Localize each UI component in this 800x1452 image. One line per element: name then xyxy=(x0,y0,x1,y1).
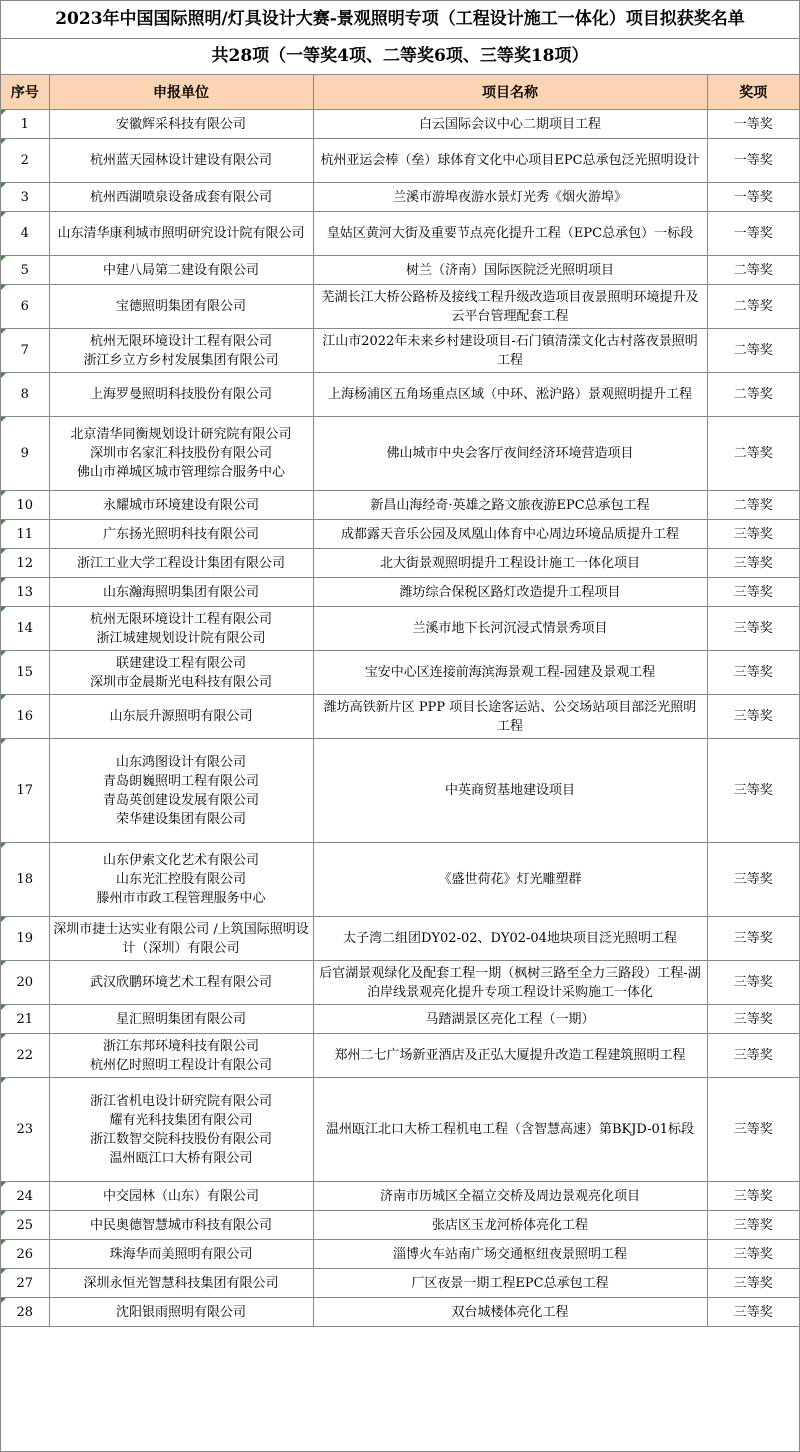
row-number: 3 xyxy=(1,183,49,212)
organization-name: 山东伊索文化艺术有限公司 xyxy=(102,853,259,868)
row-project: 上海杨浦区五角场重点区域（中环、淞沪路）景观照明提升工程 xyxy=(313,373,707,417)
row-organization xyxy=(49,183,313,212)
row-award: 二等奖 xyxy=(707,329,799,373)
row-project: 江山市2022年未来乡村建设项目-石门镇清漾文化古村落夜景照明工程 xyxy=(313,329,707,373)
table-row xyxy=(1,578,799,607)
organization-name: 温州瓯江口大桥有限公司 xyxy=(109,1150,253,1166)
row-number: 28 xyxy=(1,1298,49,1327)
row-number: 18 xyxy=(1,843,49,917)
table-row xyxy=(1,417,799,491)
row-award: 二等奖 xyxy=(707,256,799,285)
row-project: 厂区夜景一期工程EPC总承包工程 xyxy=(313,1269,707,1298)
organization-name: 佛山市禅城区城市管理综合服务中心 xyxy=(76,465,285,480)
organization-name: 珠海华而美照明有限公司 xyxy=(109,1246,253,1262)
row-award: 二等奖 xyxy=(707,417,799,491)
organization-name: 武汉欣鹏环境艺术工程有限公司 xyxy=(89,975,272,990)
row-organization xyxy=(49,417,313,491)
row-organization xyxy=(49,373,313,417)
row-organization xyxy=(49,1298,313,1327)
organization-name: 中交园林（山东）有限公司 xyxy=(102,1188,259,1204)
organization-name: 深圳永恒光智慧科技集团有限公司 xyxy=(83,1275,279,1291)
organization-name: 深圳市金晨斯光电科技有限公司 xyxy=(89,674,272,690)
row-award: 三等奖 xyxy=(707,1005,799,1034)
row-number: 20 xyxy=(1,961,49,1005)
row-number: 14 xyxy=(1,607,49,651)
row-project: 成都露天音乐公园及凤凰山体育中心周边环境品质提升工程 xyxy=(313,520,707,549)
organization-name: 青岛朗巍照明工程有限公司 xyxy=(102,773,259,789)
row-project: 马踏湖景区亮化工程（一期） xyxy=(313,1005,707,1034)
table-row xyxy=(1,961,799,1005)
row-organization xyxy=(49,329,313,373)
row-number: 4 xyxy=(1,212,49,256)
row-award: 二等奖 xyxy=(707,285,799,329)
row-project: 温州瓯江北口大桥工程机电工程（含智慧高速）第BKJD-01标段 xyxy=(313,1078,707,1182)
organization-name: 北京清华同衡规划设计研究院有限公司 xyxy=(70,427,292,442)
row-organization xyxy=(49,1240,313,1269)
row-award: 三等奖 xyxy=(707,961,799,1005)
table-row xyxy=(1,212,799,256)
row-award: 三等奖 xyxy=(707,651,799,695)
row-project: 淄博火车站南广场交通枢纽夜景照明工程 xyxy=(313,1240,707,1269)
table-row xyxy=(1,1078,799,1182)
award-table xyxy=(1,75,799,1327)
row-project: 兰溪市游埠夜游水景灯光秀《烟火游埠》 xyxy=(313,183,707,212)
row-award: 三等奖 xyxy=(707,739,799,843)
row-project: 皇姑区黄河大街及重要节点亮化提升工程（EPC总承包）一标段 xyxy=(313,212,707,256)
row-project: 潍坊高铁新片区 PPP 项目长途客运站、公交场站项目部泛光照明工程 xyxy=(313,695,707,739)
row-organization xyxy=(49,578,313,607)
row-award: 一等奖 xyxy=(707,212,799,256)
table-row xyxy=(1,1182,799,1211)
organization-name: 山东光汇控股有限公司 xyxy=(115,872,246,887)
row-project: 芜湖长江大桥公路桥及接线工程升级改造项目夜景照明环境提升及云平台管理配套工程 xyxy=(313,285,707,329)
row-award: 三等奖 xyxy=(707,1240,799,1269)
row-organization xyxy=(49,212,313,256)
row-project: 宝安中心区连接前海滨海景观工程-园建及景观工程 xyxy=(313,651,707,695)
row-project: 兰溪市地下长河沉浸式情景秀项目 xyxy=(313,607,707,651)
row-number: 12 xyxy=(1,549,49,578)
row-award: 三等奖 xyxy=(707,1298,799,1327)
row-award: 二等奖 xyxy=(707,491,799,520)
row-number: 13 xyxy=(1,578,49,607)
organization-name: 浙江东邦环境科技有限公司 xyxy=(102,1038,259,1054)
organization-name: 滕州市市政工程管理服务中心 xyxy=(96,891,266,906)
row-award: 三等奖 xyxy=(707,549,799,578)
table-row xyxy=(1,1005,799,1034)
row-number: 10 xyxy=(1,491,49,520)
table-row xyxy=(1,1240,799,1269)
row-organization xyxy=(49,961,313,1005)
organization-name: 杭州西湖喷泉设备成套有限公司 xyxy=(89,189,272,205)
organization-name: 广东扬光照明科技有限公司 xyxy=(102,526,259,542)
row-project: 太子湾二组团DY02-02、DY02-04地块项目泛光照明工程 xyxy=(313,917,707,961)
table-row xyxy=(1,1298,799,1327)
row-award: 一等奖 xyxy=(707,110,799,139)
table-row xyxy=(1,183,799,212)
organization-name: 杭州无限环境设计工程有限公司 xyxy=(89,333,272,349)
table-row xyxy=(1,285,799,329)
row-award: 一等奖 xyxy=(707,139,799,183)
table-row xyxy=(1,110,799,139)
table-body xyxy=(1,110,799,1327)
row-organization xyxy=(49,491,313,520)
row-award: 三等奖 xyxy=(707,1078,799,1182)
row-project: 郑州二七广场新亚酒店及正弘大厦提升改造工程建筑照明工程 xyxy=(313,1034,707,1078)
table-row xyxy=(1,1034,799,1078)
row-organization xyxy=(49,917,313,961)
row-number: 17 xyxy=(1,739,49,843)
row-organization xyxy=(49,285,313,329)
organization-name: 耀有光科技集团有限公司 xyxy=(109,1112,253,1128)
row-award: 三等奖 xyxy=(707,1269,799,1298)
table-row xyxy=(1,917,799,961)
table-row xyxy=(1,1211,799,1240)
table-row xyxy=(1,139,799,183)
row-organization xyxy=(49,520,313,549)
row-project: 《盛世荷花》灯光雕塑群 xyxy=(313,843,707,917)
row-organization xyxy=(49,1182,313,1211)
organization-name: 中建八局第二建设有限公司 xyxy=(102,262,259,278)
organization-name: 浙江城建规划设计院有限公司 xyxy=(96,630,266,646)
row-number: 22 xyxy=(1,1034,49,1078)
organization-name: 山东鸿图设计有限公司 xyxy=(115,754,246,770)
row-project: 白云国际会议中心二期项目工程 xyxy=(313,110,707,139)
row-number: 6 xyxy=(1,285,49,329)
row-number: 15 xyxy=(1,651,49,695)
row-organization xyxy=(49,607,313,651)
row-number: 24 xyxy=(1,1182,49,1211)
table-row xyxy=(1,651,799,695)
row-award: 三等奖 xyxy=(707,695,799,739)
organization-name: 青岛英创建设发展有限公司 xyxy=(102,792,259,808)
row-project: 新昌山海经奇·英雄之路文旅夜游EPC总承包工程 xyxy=(313,491,707,520)
row-project: 双台城楼体亮化工程 xyxy=(313,1298,707,1327)
organization-name: 浙江乡立方乡村发展集团有限公司 xyxy=(83,352,279,368)
row-number: 21 xyxy=(1,1005,49,1034)
header-award: 奖项 xyxy=(707,75,799,110)
row-organization xyxy=(49,139,313,183)
row-number: 16 xyxy=(1,695,49,739)
table-row xyxy=(1,549,799,578)
row-award: 三等奖 xyxy=(707,917,799,961)
row-organization xyxy=(49,739,313,843)
row-organization xyxy=(49,549,313,578)
row-project: 杭州亚运会棒（垒）球体育文化中心项目EPC总承包泛光照明设计 xyxy=(313,139,707,183)
row-number: 23 xyxy=(1,1078,49,1182)
row-award: 三等奖 xyxy=(707,1211,799,1240)
organization-name: 深圳市捷士达实业有限公司 /上筑国际照明设计（深圳）有限公司 xyxy=(53,921,309,956)
organization-name: 中民奥德智慧城市科技有限公司 xyxy=(89,1217,272,1233)
row-number: 26 xyxy=(1,1240,49,1269)
row-organization xyxy=(49,1269,313,1298)
table-row xyxy=(1,491,799,520)
organization-name: 宝德照明集团有限公司 xyxy=(115,299,246,314)
row-number: 11 xyxy=(1,520,49,549)
row-award: 一等奖 xyxy=(707,183,799,212)
row-award: 三等奖 xyxy=(707,578,799,607)
row-award: 三等奖 xyxy=(707,1034,799,1078)
table-row xyxy=(1,695,799,739)
table-row xyxy=(1,329,799,373)
table-row xyxy=(1,607,799,651)
row-number: 7 xyxy=(1,329,49,373)
organization-name: 浙江数智交院科技股份有限公司 xyxy=(89,1131,272,1147)
row-number: 25 xyxy=(1,1211,49,1240)
row-project: 张店区玉龙河桥体亮化工程 xyxy=(313,1211,707,1240)
row-organization xyxy=(49,110,313,139)
organization-name: 上海罗曼照明科技股份有限公司 xyxy=(89,387,272,402)
row-project: 后官湖景观绿化及配套工程一期（枫树三路至全力三路段）工程-湖泊岸线景观亮化提升专项工程设计采购施工一体化 xyxy=(313,961,707,1005)
table-row xyxy=(1,373,799,417)
organization-name: 浙江工业大学工程设计集团有限公司 xyxy=(76,555,285,571)
row-organization xyxy=(49,651,313,695)
header-org: 申报单位 xyxy=(49,75,313,110)
row-project: 潍坊综合保税区路灯改造提升工程项目 xyxy=(313,578,707,607)
row-number: 2 xyxy=(1,139,49,183)
organization-name: 杭州蓝天园林设计建设有限公司 xyxy=(89,153,272,168)
header-no: 序号 xyxy=(1,75,49,110)
row-number: 27 xyxy=(1,1269,49,1298)
row-award: 二等奖 xyxy=(707,373,799,417)
row-number: 5 xyxy=(1,256,49,285)
row-organization xyxy=(49,256,313,285)
page-title: 2023年中国国际照明/灯具设计大赛-景观照明专项（工程设计施工一体化）项目拟获奖名单 xyxy=(1,1,799,39)
organization-name: 山东清华康利城市照明研究设计院有限公司 xyxy=(57,226,305,241)
organization-name: 永耀城市环境建设有限公司 xyxy=(102,497,259,513)
row-number: 8 xyxy=(1,373,49,417)
row-project: 佛山城市中央会客厅夜间经济环境营造项目 xyxy=(313,417,707,491)
row-award: 三等奖 xyxy=(707,520,799,549)
organization-name: 山东辰升源照明有限公司 xyxy=(109,709,253,724)
organization-name: 荣华建设集团有限公司 xyxy=(115,811,246,827)
organization-name: 杭州无限环境设计工程有限公司 xyxy=(89,611,272,627)
row-number: 9 xyxy=(1,417,49,491)
table-row xyxy=(1,1269,799,1298)
row-organization xyxy=(49,843,313,917)
table-row xyxy=(1,843,799,917)
row-project: 树兰（济南）国际医院泛光照明项目 xyxy=(313,256,707,285)
row-project: 北大街景观照明提升工程设计施工一体化项目 xyxy=(313,549,707,578)
row-organization xyxy=(49,1034,313,1078)
organization-name: 联建建设工程有限公司 xyxy=(115,655,246,671)
row-award: 三等奖 xyxy=(707,1182,799,1211)
organization-name: 山东瀚海照明集团有限公司 xyxy=(102,584,259,600)
organization-name: 深圳市名家汇科技股份有限公司 xyxy=(89,446,272,461)
page-subtitle: 共28项（一等奖4项、二等奖6项、三等奖18项） xyxy=(1,39,799,75)
table-row xyxy=(1,256,799,285)
row-organization xyxy=(49,695,313,739)
row-organization xyxy=(49,1078,313,1182)
row-organization xyxy=(49,1005,313,1034)
organization-name: 星汇照明集团有限公司 xyxy=(115,1011,246,1027)
row-award: 三等奖 xyxy=(707,607,799,651)
header-project: 项目名称 xyxy=(313,75,707,110)
row-award: 三等奖 xyxy=(707,843,799,917)
table-row xyxy=(1,739,799,843)
row-project: 中英商贸基地建设项目 xyxy=(313,739,707,843)
organization-name: 浙江省机电设计研究院有限公司 xyxy=(89,1093,272,1109)
organization-name: 沈阳银雨照明有限公司 xyxy=(115,1304,246,1320)
organization-name: 杭州亿时照明工程设计有限公司 xyxy=(89,1057,272,1073)
row-organization xyxy=(49,1211,313,1240)
table-header-row xyxy=(1,75,799,110)
table-row xyxy=(1,520,799,549)
row-number: 1 xyxy=(1,110,49,139)
row-number: 19 xyxy=(1,917,49,961)
organization-name: 安徽辉采科技有限公司 xyxy=(115,116,246,132)
row-project: 济南市历城区全福立交桥及周边景观亮化项目 xyxy=(313,1182,707,1211)
